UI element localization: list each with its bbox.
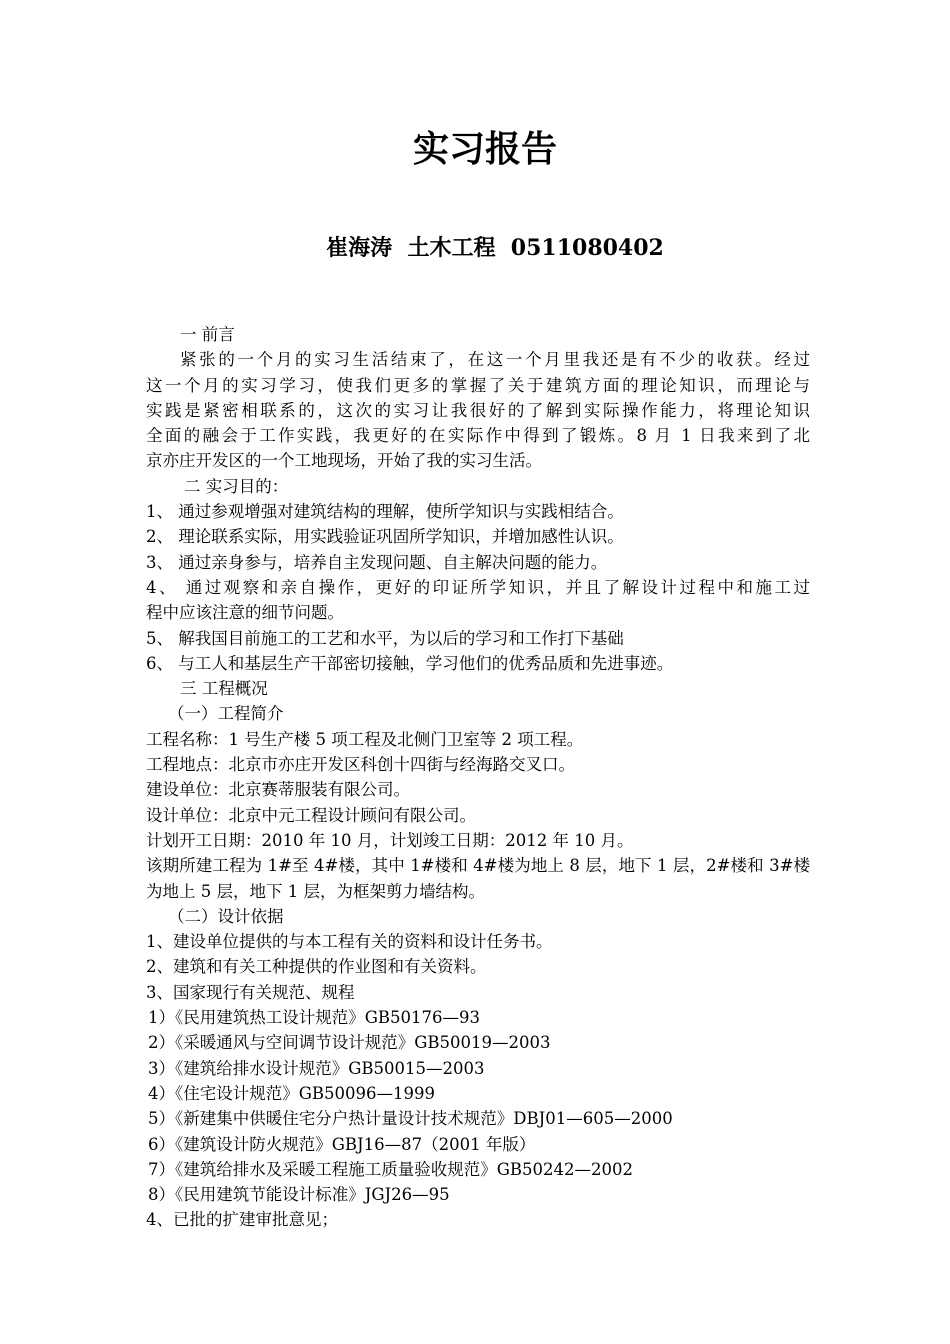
text-line: 3）《建筑给排水设计规范》GB50015—2003 — [148, 1058, 485, 1078]
text-line: （二）设计依据 — [168, 906, 284, 926]
author-line: 崔海涛 土木工程 0511080402 — [326, 235, 664, 261]
text-line: （一）工程简介 — [168, 704, 284, 724]
text-line: 3、 通过亲身参与，培养自主发现问题、自主解决问题的能力。 — [146, 552, 608, 572]
text-line: 6）《建筑设计防火规范》GBJ16—87（2001 年版） — [148, 1134, 536, 1154]
text-line: 2）《采暖通风与空间调节设计规范》GB50019—2003 — [148, 1033, 551, 1053]
text-line: 4、 通过观察和亲自操作，更好的印证所学知识，并且了解设计过程中和施工过 — [146, 577, 810, 597]
text-line: 5、 解我国目前施工的工艺和水平，为以后的学习和工作打下基础 — [146, 628, 624, 648]
text-line: 紧张的一个月的实习生活结束了，在这一个月里我还是有不少的收获。经过 — [180, 350, 810, 370]
document-title: 实习报告 — [412, 128, 557, 170]
text-line: 这一个月的实习学习，使我们更多的掌握了关于建筑方面的理论知识，而理论与 — [146, 375, 810, 395]
text-line: 京亦庄开发区的一个工地现场，开始了我的实习生活。 — [146, 451, 542, 471]
text-line: 6、 与工人和基层生产干部密切接触，学习他们的优秀品质和先进事迹。 — [146, 653, 674, 673]
text-line: 计划开工日期：2010 年 10 月，计划竣工日期：2012 年 10 月。 — [146, 830, 634, 850]
text-line: 建设单位：北京赛蒂服装有限公司。 — [146, 780, 410, 800]
text-line: 4、已批的扩建审批意见； — [146, 1210, 338, 1230]
text-line: 为地上 5 层，地下 1 层，为框架剪力墙结构。 — [146, 881, 485, 901]
text-line: 3、国家现行有关规范、规程 — [146, 982, 355, 1002]
text-line: 实践是紧密相联系的，这次的实习让我很好的了解到实际操作能力，将理论知识 — [146, 400, 810, 420]
text-line: 1）《民用建筑热工设计规范》GB50176—93 — [148, 1008, 481, 1028]
document-body — [146, 322, 810, 1233]
text-line: 7）《建筑给排水及采暖工程施工质量验收规范》GB50242—2002 — [148, 1159, 634, 1179]
text-line: 工程名称：1 号生产楼 5 项工程及北侧门卫室等 2 项工程。 — [146, 729, 584, 749]
text-line: 全面的融会于工作实践，我更好的在实际作中得到了锻炼。8 月 1 日我来到了北 — [146, 426, 810, 446]
text-line: 一 前言 — [180, 325, 235, 344]
text-line: 8）《民用建筑节能设计标准》JGJ26—95 — [148, 1185, 450, 1205]
text-line: 设计单位：北京中元工程设计顾问有限公司。 — [146, 805, 476, 825]
text-line: 2、建筑和有关工种提供的作业图和有关资料。 — [146, 957, 487, 977]
text-line: 工程地点：北京市亦庄开发区科创十四街与经海路交叉口。 — [146, 755, 575, 775]
text-line: 1、建设单位提供的与本工程有关的资料和设计任务书。 — [146, 932, 553, 952]
text-line: 三 工程概况 — [180, 679, 268, 699]
text-line: 1、 通过参观增强对建筑结构的理解，使所学知识与实践相结合。 — [146, 502, 624, 522]
text-line: 5）《新建集中供暖住宅分户热计量设计技术规范》DBJ01—605—2000 — [148, 1109, 673, 1129]
text-line: 程中应该注意的细节问题。 — [146, 603, 344, 623]
text-line: 4）《住宅设计规范》GB50096—1999 — [148, 1083, 436, 1103]
text-line: 该期所建工程为 1#至 4#楼，其中 1#楼和 4#楼为地上 8 层，地下 1 层，2#楼和 3#楼 — [146, 856, 810, 876]
text-line: 二 实习目的： — [184, 476, 289, 496]
text-line: 2、 理论联系实际，用实践验证巩固所学知识，并增加感性认识。 — [146, 527, 624, 547]
